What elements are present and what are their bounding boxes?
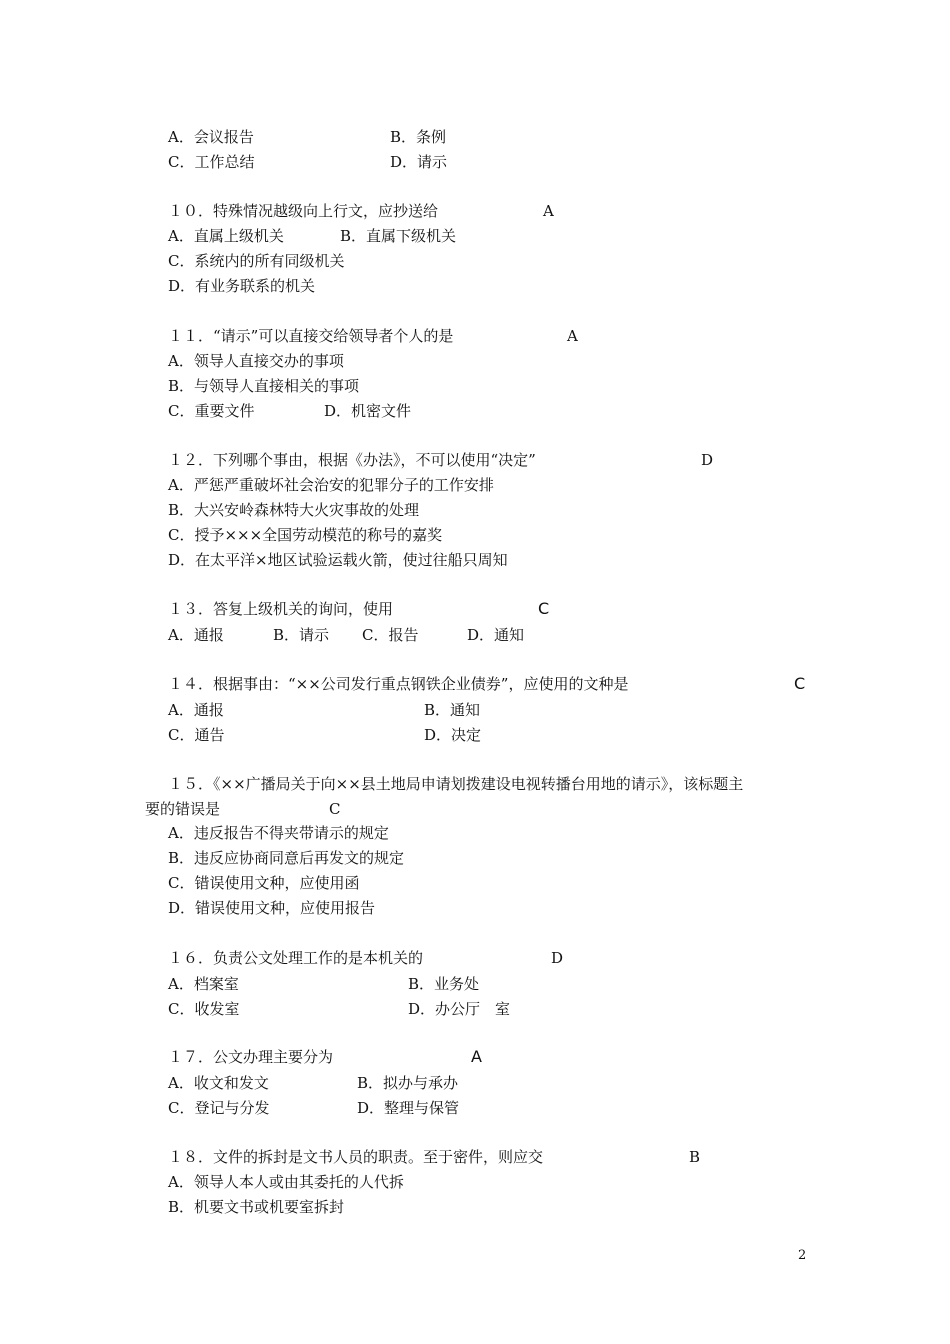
option-text: D．有业务联系的机关	[168, 277, 316, 295]
option-text: B．与领导人直接相关的事项	[168, 377, 360, 395]
option-text: B．通知	[424, 701, 481, 719]
option-text: A．领导人直接交办的事项	[168, 352, 344, 370]
option-text: A．通报	[168, 701, 224, 719]
option-text: D．决定	[424, 726, 482, 744]
option-text: C．收发室	[168, 1000, 240, 1018]
option-text: A．违反报告不得夹带请示的规定	[168, 824, 389, 842]
option-text: D．机密文件	[324, 402, 412, 420]
option-text: A．领导人本人或由其委托的人代拆	[168, 1173, 404, 1191]
option-text: C．报告	[362, 626, 419, 644]
question-stem: １２．下列哪个事由，根据《办法》，不可以使用“决定”	[168, 451, 536, 469]
question-stem: １６．负责公文处理工作的是本机关的	[168, 949, 424, 967]
answer-letter: C	[538, 599, 550, 618]
question-stem: １３．答复上级机关的询问，使用	[168, 600, 394, 618]
option-text: C．工作总结	[168, 153, 255, 171]
option-text: B．直属下级机关	[340, 227, 457, 245]
option-text: B．大兴安岭森林特大火灾事故的处理	[168, 501, 420, 519]
option-text: C．授予×××全国劳动模范的称号的嘉奖	[168, 526, 443, 544]
option-text: C．登记与分发	[168, 1099, 270, 1117]
answer-letter: D	[551, 949, 564, 967]
option-text: D．在太平洋×地区试验运载火箭，使过往船只周知	[168, 551, 508, 569]
question-stem: １８．文件的拆封是文书人员的职责。至于密件，则应交	[168, 1148, 544, 1166]
answer-letter: A	[567, 327, 578, 345]
question-stem: １７．公文办理主要分为	[168, 1048, 334, 1066]
option-text: A．档案室	[168, 975, 239, 993]
option-text: C．错误使用文种，应使用函	[168, 874, 360, 892]
option-text: D．请示	[390, 153, 448, 171]
option-text: B．机要文书或机要室拆封	[168, 1198, 345, 1216]
option-text: A．严惩严重破坏社会治安的犯罪分子的工作安排	[168, 476, 494, 494]
option-text: D．办公厅 室	[408, 1000, 511, 1018]
option-text: C．通告	[168, 726, 225, 744]
option-text: B．业务处	[408, 975, 480, 993]
question-stem: １４．根据事由：“××公司发行重点钢铁企业债券”，应使用的文种是	[168, 675, 629, 693]
option-text: C．重要文件	[168, 402, 255, 420]
option-text: D．错误使用文种，应使用报告	[168, 899, 376, 917]
answer-letter: A	[543, 202, 554, 220]
question-stem: １０．特殊情况越级向上行文，应抄送给	[168, 202, 439, 220]
option-text: D．整理与保管	[357, 1099, 460, 1117]
option-text: B．拟办与承办	[357, 1074, 459, 1092]
option-text: A．收文和发文	[168, 1074, 269, 1092]
answer-letter: C	[794, 674, 806, 693]
question-stem: １１．“请示”可以直接交给领导者个人的是	[168, 327, 454, 345]
answer-letter: C	[329, 800, 341, 818]
option-text: A．通报	[168, 626, 224, 644]
option-text: B．请示	[273, 626, 330, 644]
option-text: A．直属上级机关	[168, 227, 284, 245]
option-text: B．违反应协商同意后再发文的规定	[168, 849, 405, 867]
question-stem: １５．《××广播局关于向××县土地局申请划拨建设电视转播台用地的请示》，该标题主	[168, 775, 744, 793]
answer-letter: D	[701, 451, 714, 469]
answer-letter: A	[471, 1047, 482, 1066]
answer-letter: B	[689, 1148, 701, 1166]
option-text: A．会议报告	[168, 128, 254, 146]
question-stem-continued: 要的错误是	[145, 800, 221, 818]
option-text: B．条例	[390, 128, 447, 146]
page-number: 2	[798, 1248, 807, 1263]
option-text: D．通知	[467, 626, 525, 644]
option-text: C．系统内的所有同级机关	[168, 252, 345, 270]
